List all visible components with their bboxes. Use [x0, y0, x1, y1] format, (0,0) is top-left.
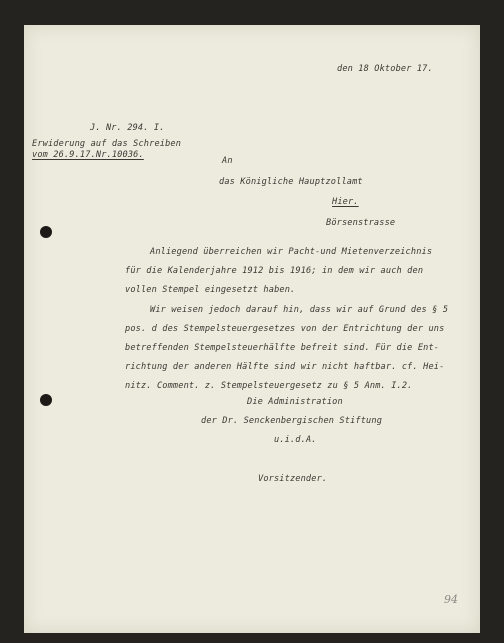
body-line: vollen Stempel eingesetzt haben.: [125, 285, 296, 295]
reply-reference-line-2: vom 26.9.17.Nr.10036.: [32, 150, 144, 160]
closing-abbreviation: u.i.d.A.: [274, 435, 317, 445]
closing-administration: Die Administration: [247, 397, 343, 407]
body-line: richtung der anderen Hälfte sind wir nicht haftbar. cf. Hei-: [125, 362, 445, 372]
body-line: für die Kalenderjahre 1912 bis 1916; in dem wir auch den: [125, 266, 424, 276]
body-line: betreffenden Stempelsteuerhälfte befreit sind. Für die Ent-: [125, 343, 440, 353]
letter-page: [24, 25, 480, 633]
punch-hole-bottom: [40, 394, 52, 406]
date-line: den 18 Oktober 17.: [337, 64, 433, 74]
recipient-street: Börsenstrasse: [326, 218, 396, 228]
body-line: Wir weisen jedoch darauf hin, dass wir auf Grund des § 5: [150, 305, 449, 315]
addressee-prefix: An: [222, 156, 233, 166]
body-line: Anliegend überreichen wir Pacht-und Mietenverzeichnis: [150, 247, 433, 257]
body-line: nitz. Comment. z. Stempelsteuergesetz zu § 5 Anm. I.2.: [125, 381, 413, 391]
punch-hole-top: [40, 226, 52, 238]
reply-reference-line-1: Erwiderung auf das Schreiben: [32, 139, 182, 149]
closing-foundation: der Dr. Senckenbergischen Stiftung: [201, 416, 383, 426]
reference-number: J. Nr. 294. I.: [90, 123, 165, 133]
closing-chairman: Vorsitzender.: [258, 474, 328, 484]
pencil-page-number: 94: [444, 593, 458, 606]
body-line: pos. d des Stempelsteuergesetzes von der Entrichtung der uns: [125, 324, 445, 334]
recipient: das Königliche Hauptzollamt: [219, 177, 363, 187]
recipient-city: Hier.: [332, 197, 359, 207]
